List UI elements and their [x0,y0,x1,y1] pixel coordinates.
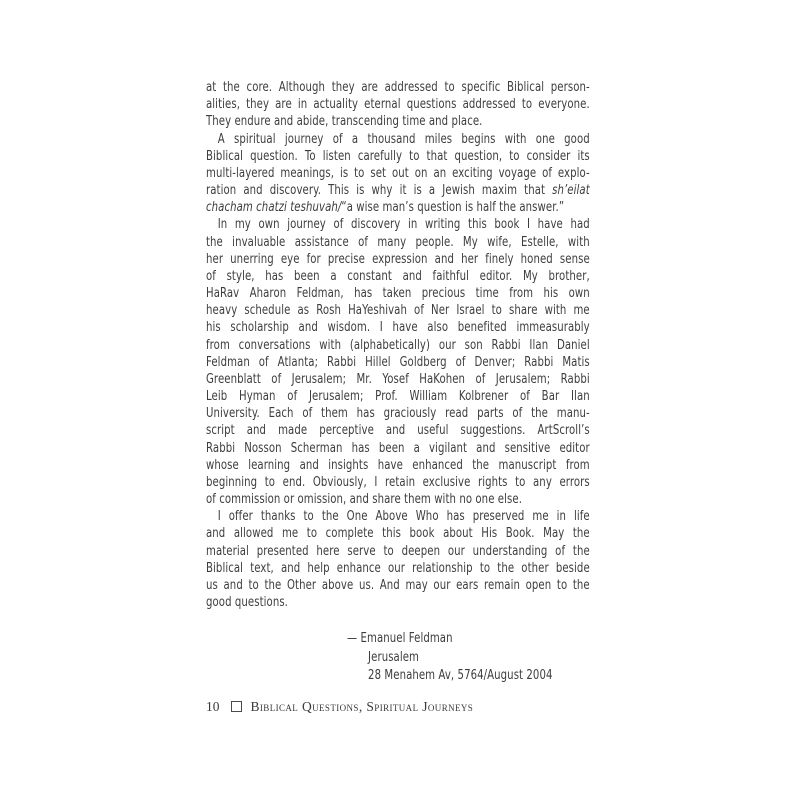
text-line [206,79,590,96]
page-number: 10 [206,699,220,714]
text-segment: They endure and abide, transcending time and place. [206,114,483,130]
text-line [206,457,590,474]
text-line [206,577,590,594]
text-line [206,525,590,542]
text-line [206,268,590,285]
body-text [206,79,590,611]
text-segment: whose learning and insights have enhanced the manuscript from [206,457,590,473]
text-line [206,337,590,354]
text-segment: ration and discovery. This is why it is a Jewish maxim that [206,183,553,199]
italic-text-segment: chacham chatzi teshuvah/ [206,200,342,216]
text-line [206,491,590,508]
text-segment: material presented here serve to deepen our understanding of the [206,543,590,559]
text-line [206,131,590,148]
text-line [206,508,590,525]
text-segment: In my own journey of discovery in writing this book I have had [217,217,590,233]
text-segment: at the core. Although they are addressed to specific Biblical person- [206,80,590,95]
text-line [206,285,590,302]
signature-author: — Emanuel Feldman [347,631,453,646]
signature-date: 28 Menahem Av, 5764/August 2004 [368,668,553,683]
text-segment: A spiritual journey of a thousand miles begins with one good [217,131,590,147]
book-title: Biblical Questions, Spiritual Journeys [250,699,474,714]
square-bullet-icon [231,701,242,712]
text-segment: alities, they are in actuality eternal questions addressed to everyone. [206,97,590,113]
text-segment: the invaluable assistance of many people. My wife, Estelle, with [206,234,590,250]
text-line [206,234,590,251]
text-line [206,199,590,216]
text-segment: multi-layered meanings, is to set out on an exciting voyage of explo- [206,165,590,181]
signature-block [347,630,612,686]
text-line [206,474,590,491]
signature-place: Jerusalem [368,649,420,665]
text-segment: Rabbi Nosson Scherman has been a vigilant and sensitive editor [206,440,590,456]
text-segment: Feldman of Atlanta; Rabbi Hillel Goldberg of Denver; Rabbi Matis [206,354,590,370]
text-line [206,560,590,577]
text-line [206,319,590,336]
text-line [206,388,590,405]
text-line [206,405,590,422]
text-segment: Leib Hyman of Jerusalem; Prof. William Kolbrener of Bar Ilan [206,389,590,405]
text-line [206,594,590,611]
text-segment: Greenblatt of Jerusalem; Mr. Yosef HaKohen of Jerusalem; Rabbi [206,371,590,387]
text-segment: from conversations with (alphabetically) our son Rabbi Ilan Daniel [206,337,590,353]
text-segment: script and made perceptive and useful suggestions. ArtScroll’s [206,423,590,439]
text-line [206,302,590,319]
text-segment: heavy schedule as Rosh HaYeshivah of Ner Israel to share with me [206,303,590,319]
text-line [206,96,590,113]
text-segment: HaRav Aharon Feldman, has taken precious time from his own [206,286,590,302]
text-segment: Biblical text, and help enhance our relationship to the other beside [206,560,590,576]
text-line [206,371,590,388]
text-line [206,440,590,457]
text-segment: “a wise man’s question is half the answer.” [341,200,565,216]
text-segment: his scholarship and wisdom. I have also benefited immeasurably [206,320,590,336]
text-segment: good questions. [206,595,288,611]
text-line [206,113,590,130]
text-line [206,165,590,182]
text-line [206,251,590,268]
text-segment: beginning to end. Obviously, I retain exclusive rights to any errors [206,474,590,490]
text-segment: I offer thanks to the One Above Who has preserved me in life [217,509,590,525]
text-segment: her unerring eye for precise expression and her finely honed sense [206,251,590,267]
text-segment: and allowed me to complete this book about His Book. May the [206,526,590,542]
text-segment: us and to the Other above us. And may our ears remain open to the [206,577,590,593]
italic-text-segment: sh’eilat [552,183,590,199]
text-line [206,354,590,371]
page-footer [206,699,473,715]
text-line [206,148,590,165]
text-line [206,422,590,439]
text-segment: of commission or omission, and share them with no one else. [206,492,522,508]
text-line [206,216,590,233]
text-segment: of style, has been a constant and faithful editor. My brother, [206,268,590,284]
text-line [206,182,590,199]
text-line [206,543,590,560]
text-segment: University. Each of them has graciously read parts of the manu- [206,406,590,422]
text-segment: Biblical question. To listen carefully to that question, to consider its [206,148,590,164]
